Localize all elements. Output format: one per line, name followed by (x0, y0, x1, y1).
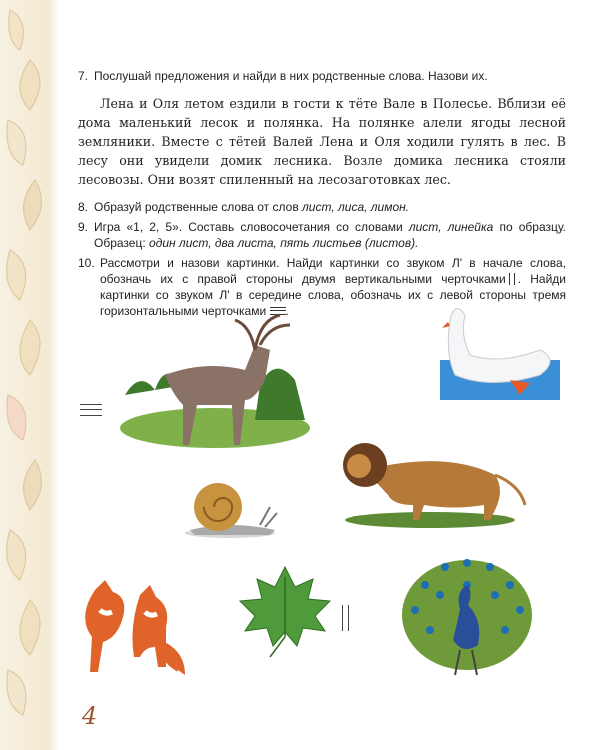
fox-cubs-illustration (80, 570, 195, 685)
story-paragraph: Лена и Оля летом ездили в гости к тёте Вале в Полесье. Вблизи её дома маленький лесок и полянка. На полянке алели ягоды лесной земляники. Вместе с тётей Валей Лена и Оля ходили гулять в лес. В лесу они увидели домик лесника. Возле домика лесника стояли лесовозы. Они возят спиленный на лесозаготовках лес. (78, 96, 566, 187)
task-number: 8. (78, 200, 89, 214)
vertical-marker (342, 605, 349, 631)
task-text-plain: Рассмотри и назови картинки. Найди картинки со звуком Л' в начале слова, обозначь их с правой стороны двумя вертикальными черточками (100, 256, 566, 286)
maple-leaf-illustration (235, 562, 335, 662)
text-content (78, 68, 566, 323)
decorative-leaf-border (0, 0, 60, 750)
task-number: 10. (78, 256, 95, 270)
task-7 (78, 68, 566, 84)
task-text (94, 219, 566, 251)
page-number: 4 (82, 702, 98, 730)
task-number: 9. (78, 220, 89, 234)
task-text-italic: один лист, два листа, пять листьев (листов). (149, 236, 419, 250)
task-text: Послушай предложения и найди в них родственные слова. Назови их. (94, 69, 488, 83)
vertical-marks-symbol (509, 273, 515, 285)
task-text (94, 199, 566, 215)
snail-illustration (180, 475, 280, 540)
peacock-illustration (400, 555, 535, 680)
swan-illustration (440, 300, 560, 400)
task-9 (78, 219, 566, 251)
deer-illustration (110, 300, 310, 450)
task-text-plain: по образцу. Образец: (94, 220, 567, 250)
horizontal-marker (80, 404, 102, 416)
task-8 (78, 199, 566, 215)
task-text-plain: Образуй родственные слова от слов (94, 200, 303, 214)
task-text-plain: Игра «1, 2, 5». Составь словосочетания со словами (94, 220, 409, 234)
task-text-plain: . Найди картинки со звуком Л' в середине слова, обозначь их с левой стороны тремя горизонтальными черточками (100, 272, 566, 318)
task-text-italic: лист, лиса, лимон. (302, 200, 410, 214)
lion-illustration (335, 430, 530, 530)
task-text-italic: лист, линейка (408, 220, 494, 234)
task-text-plain: . (285, 304, 289, 318)
task-number: 7. (78, 69, 89, 83)
